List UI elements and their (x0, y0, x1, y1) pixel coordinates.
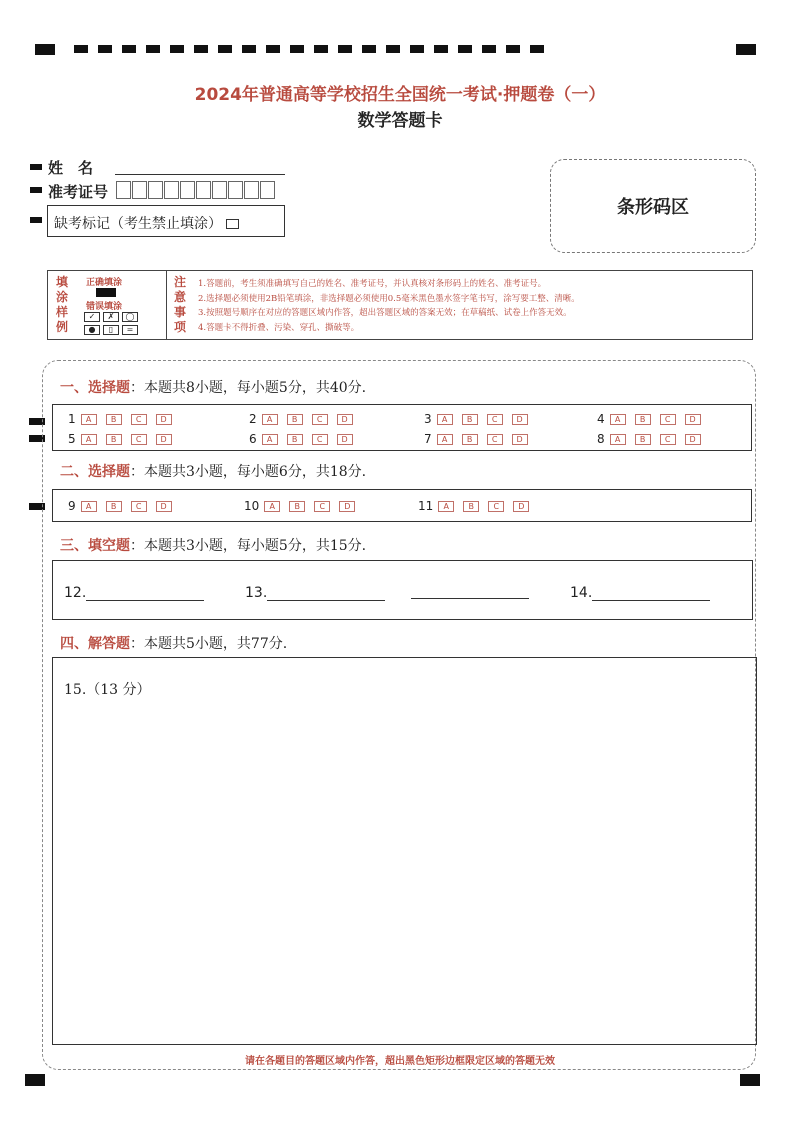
option-d-bubble[interactable]: D (513, 501, 529, 512)
option-c-bubble[interactable]: C (312, 414, 328, 425)
option-b-bubble[interactable]: B (289, 501, 305, 512)
option-c-bubble[interactable]: C (131, 414, 147, 425)
timing-dash (194, 45, 208, 53)
answer-box-15[interactable] (52, 657, 757, 1045)
wrong-fill-label: 错误填涂 (86, 302, 123, 312)
id-label: 准考证号 (48, 183, 109, 201)
notes-list (198, 277, 750, 335)
option-a-bubble[interactable]: A (438, 501, 454, 512)
barcode-area (550, 159, 756, 253)
corner-mark-top-left (35, 44, 55, 55)
absent-marker (30, 217, 42, 223)
notes-label: 注意事项 (174, 275, 187, 334)
fill-item-12[interactable] (64, 585, 204, 601)
id-digit-box[interactable] (196, 181, 211, 199)
option-d-bubble[interactable]: D (685, 414, 701, 425)
id-digit-box[interactable] (244, 181, 259, 199)
wrong-mark-check-icon: ✓ (84, 312, 100, 322)
option-a-bubble[interactable]: A (81, 501, 97, 512)
timing-dash (314, 45, 328, 53)
absent-label: 缺考标记（考生禁止填涂） (54, 216, 222, 232)
timing-dash (530, 45, 544, 53)
option-c-bubble[interactable]: C (131, 501, 147, 512)
option-c-bubble[interactable]: C (487, 434, 503, 445)
section1-title: 一、选择题：本题共8小题，每小题5分，共40分. (60, 380, 367, 396)
option-b-bubble[interactable]: B (462, 434, 478, 445)
fill-item-13[interactable] (245, 585, 385, 601)
corner-mark-top-right (736, 44, 756, 55)
name-label: 姓 名 (48, 159, 94, 177)
question-2 (249, 412, 362, 426)
question-number: 10 (244, 499, 260, 513)
fill-item-label: 12. (64, 585, 87, 601)
wrong-mark-bar-icon: ▯ (103, 325, 119, 335)
id-digit-box[interactable] (132, 181, 147, 199)
question-1 (68, 412, 181, 426)
timing-dash (482, 45, 496, 53)
corner-mark-bottom-right (740, 1074, 760, 1086)
fill-example-label: 填涂样例 (56, 275, 69, 334)
wrong-fill-row-1 (84, 312, 138, 322)
section2-title: 二、选择题：本题共3小题，每小题6分，共18分. (60, 464, 367, 480)
question-number: 9 (68, 499, 76, 513)
option-c-bubble[interactable]: C (660, 414, 676, 425)
question-number: 3 (424, 412, 432, 426)
question-10 (244, 499, 364, 513)
option-d-bubble[interactable]: D (156, 434, 172, 445)
card-title: 数学答题卡 (357, 111, 443, 131)
question-number: 11 (418, 499, 434, 513)
option-c-bubble[interactable]: C (131, 434, 147, 445)
option-b-bubble[interactable]: B (106, 501, 122, 512)
option-b-bubble[interactable]: B (635, 414, 651, 425)
wrong-fill-row-2 (84, 325, 138, 335)
timing-dash (410, 45, 424, 53)
option-b-bubble[interactable]: B (635, 434, 651, 445)
timing-dash (218, 45, 232, 53)
question-number: 4 (597, 412, 605, 426)
timing-dash (98, 45, 112, 53)
id-digit-box[interactable] (148, 181, 163, 199)
fill-item-13-extra[interactable] (411, 585, 529, 599)
wrong-mark-circle-icon: ◯ (122, 312, 138, 322)
option-b-bubble[interactable]: B (287, 434, 303, 445)
timing-dash (458, 45, 472, 53)
option-d-bubble[interactable]: D (512, 434, 528, 445)
option-b-bubble[interactable]: B (463, 501, 479, 512)
question-number: 2 (249, 412, 257, 426)
timing-dash (362, 45, 376, 53)
question-number: 5 (68, 432, 76, 446)
answer-line[interactable] (86, 587, 204, 601)
id-digit-box[interactable] (180, 181, 195, 199)
timing-dash (290, 45, 304, 53)
question-4 (597, 412, 710, 426)
option-d-bubble[interactable]: D (337, 414, 353, 425)
correct-fill-sample (96, 288, 116, 297)
name-field[interactable] (115, 174, 285, 175)
option-a-bubble[interactable]: A (610, 414, 626, 425)
instructions-box (47, 270, 753, 340)
option-a-bubble[interactable]: A (437, 434, 453, 445)
note-line: 3.按照题号顺序在对应的答题区域内作答，超出答题区域的答案无效；在草稿纸、试卷上作答无效。 (198, 308, 572, 318)
option-d-bubble[interactable]: D (156, 414, 172, 425)
fill-item-label: 14. (570, 585, 593, 601)
note-line: 2.选择题必须使用2B铅笔填涂，非选择题必须使用0.5毫米黑色墨水签字笔书写，涂写要工整、清晰。 (198, 293, 580, 304)
fill-item-14[interactable] (570, 585, 710, 601)
barcode-label: 条形码区 (617, 197, 689, 218)
footer-warning: 请在各题目的答题区域内作答，超出黑色矩形边框限定区域的答题无效 (245, 1056, 555, 1067)
question-6 (249, 432, 362, 446)
timing-dash (386, 45, 400, 53)
answer-line[interactable] (592, 587, 710, 601)
timing-dash (122, 45, 136, 53)
answer-line[interactable] (411, 585, 529, 599)
option-b-bubble[interactable]: B (287, 414, 303, 425)
option-a-bubble[interactable]: A (262, 414, 278, 425)
timing-dash (338, 45, 352, 53)
section3-title: 三、填空题：本题共3小题，每小题5分，共15分. (60, 538, 367, 554)
question-number: 7 (424, 432, 432, 446)
option-c-bubble[interactable]: C (314, 501, 330, 512)
question-number: 1 (68, 412, 76, 426)
id-digit-box[interactable] (260, 181, 275, 199)
question-3 (424, 412, 537, 426)
question-8 (597, 432, 710, 446)
option-d-bubble[interactable]: D (685, 434, 701, 445)
fill-item-label: 13. (245, 585, 268, 601)
question-11 (418, 499, 538, 513)
id-marker (30, 187, 42, 193)
id-digit-box[interactable] (212, 181, 227, 199)
question-number: 6 (249, 432, 257, 446)
absent-checkbox[interactable] (226, 219, 239, 229)
exam-title: 2024年普通高等学校招生全国统一考试·押题卷（一） (194, 85, 606, 105)
timing-dash (242, 45, 256, 53)
option-c-bubble[interactable]: C (488, 501, 504, 512)
timing-dash (506, 45, 520, 53)
option-d-bubble[interactable]: D (512, 414, 528, 425)
option-d-bubble[interactable]: D (339, 501, 355, 512)
option-d-bubble[interactable]: D (337, 434, 353, 445)
option-a-bubble[interactable]: A (264, 501, 280, 512)
corner-mark-bottom-left (25, 1074, 45, 1086)
question-9 (68, 499, 181, 513)
option-d-bubble[interactable]: D (156, 501, 172, 512)
wrong-mark-dot-icon: ● (84, 325, 100, 335)
instructions-divider (166, 271, 167, 339)
option-c-bubble[interactable]: C (487, 414, 503, 425)
option-a-bubble[interactable]: A (610, 434, 626, 445)
absent-mark-box (47, 205, 285, 237)
note-line: 4.答题卡不得折叠、污染、穿孔、撕破等。 (198, 322, 360, 333)
id-digit-box[interactable] (228, 181, 243, 199)
option-a-bubble[interactable]: A (81, 434, 97, 445)
option-c-bubble[interactable]: C (660, 434, 676, 445)
name-marker (30, 164, 42, 170)
timing-dash (146, 45, 160, 53)
option-a-bubble[interactable]: A (262, 434, 278, 445)
wrong-mark-lines-icon: = (122, 325, 138, 335)
id-digit-box[interactable] (116, 181, 131, 199)
section4-title: 四、解答题：本题共5小题，共77分. (60, 636, 288, 652)
timing-dash (266, 45, 280, 53)
option-b-bubble[interactable]: B (106, 414, 122, 425)
timing-dash (170, 45, 184, 53)
question-number: 8 (597, 432, 605, 446)
question-5 (68, 432, 181, 446)
option-a-bubble[interactable]: A (81, 414, 97, 425)
answer-line[interactable] (267, 587, 385, 601)
option-b-bubble[interactable]: B (106, 434, 122, 445)
option-c-bubble[interactable]: C (312, 434, 328, 445)
option-a-bubble[interactable]: A (437, 414, 453, 425)
option-b-bubble[interactable]: B (462, 414, 478, 425)
timing-dash (74, 45, 88, 53)
question-15-label: 15.（13 分） (64, 682, 151, 698)
wrong-mark-cross-icon: ✗ (103, 312, 119, 322)
question-7 (424, 432, 537, 446)
id-number-boxes[interactable] (116, 181, 276, 199)
id-digit-box[interactable] (164, 181, 179, 199)
timing-dash (434, 45, 448, 53)
note-line: 1.答题前，考生须准确填写自己的姓名、准考证号，并认真核对条形码上的姓名、准考证号。 (198, 279, 547, 289)
correct-fill-label: 正确填涂 (86, 278, 123, 288)
